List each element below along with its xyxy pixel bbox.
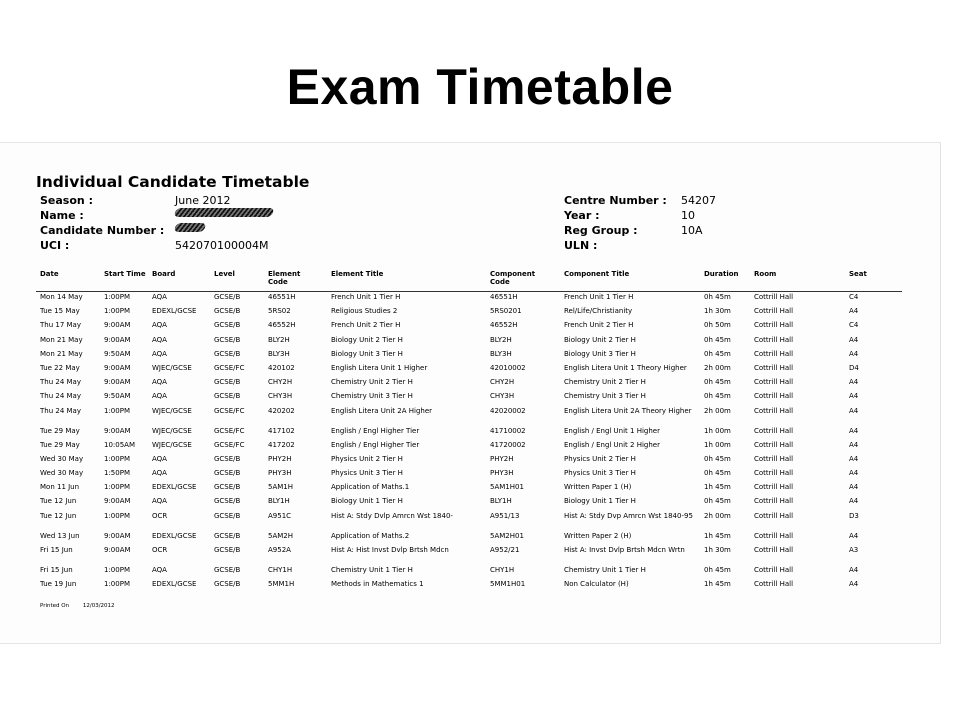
info-label: UCI :	[40, 239, 70, 252]
table-cell: GCSE/FC	[214, 406, 245, 415]
info-row-season	[40, 193, 273, 208]
candidate-info	[40, 193, 273, 253]
table-cell: 1h 45m	[704, 580, 731, 588]
table-cell: Religious Studies 2	[331, 307, 398, 316]
table-cell: GCSE/B	[214, 349, 241, 358]
printed-on	[40, 603, 127, 609]
table-cell: A4	[849, 349, 859, 358]
table-cell: Tue 15 May	[40, 307, 80, 316]
table-cell: Cottrill Hall	[754, 363, 794, 372]
table-row	[36, 440, 902, 454]
table-cell: 42010002	[490, 363, 526, 372]
table-cell: 9:00AM	[104, 497, 131, 506]
table-cell: 1h 45m	[704, 531, 731, 540]
table-cell: 42020002	[490, 406, 526, 415]
table-cell: Rel/Life/Christianity	[564, 307, 633, 316]
table-row	[36, 531, 902, 545]
table-cell: A951/13	[490, 511, 520, 520]
table-cell: Cottrill Hall	[754, 531, 794, 540]
printed-label: Printed On	[40, 603, 70, 609]
centre-info	[564, 193, 716, 253]
table-cell: Tue 12 Jun	[40, 511, 77, 520]
table-cell: 9:00AM	[104, 321, 131, 330]
table-cell: GCSE/FC	[214, 440, 245, 449]
table-cell: 1:00PM	[104, 483, 130, 492]
table-cell: Biology Unit 3 Tier H	[331, 349, 403, 358]
table-cell: 46552H	[268, 321, 296, 330]
table-cell: OCR	[152, 511, 168, 520]
table-cell: 1:50PM	[104, 469, 130, 478]
table-cell: A4	[849, 378, 859, 387]
table-cell: Methods in Mathematics 1	[331, 580, 424, 588]
table-cell: Biology Unit 3 Tier H	[564, 349, 636, 358]
table-cell: English Litera Unit 1 Higher	[331, 363, 428, 372]
table-cell: Biology Unit 1 Tier H	[331, 497, 403, 506]
table-cell: English / Engl Higher Tier	[331, 440, 420, 449]
column-header: Seat	[849, 270, 867, 278]
column-header: Level	[214, 270, 235, 278]
table-cell: A4	[849, 392, 859, 401]
info-label: ULN :	[564, 239, 598, 252]
table-cell: 0h 45m	[704, 454, 731, 463]
info-row-name	[40, 208, 273, 223]
table-cell: CHY1H	[268, 565, 293, 574]
table-cell: 1h 00m	[704, 426, 731, 435]
table-cell: Hist A: Invst Dvlp Brtsh Mdcn Wrtn	[564, 545, 685, 554]
table-cell: 0h 45m	[704, 349, 731, 358]
table-cell: A4	[849, 565, 859, 574]
table-cell: Physics Unit 2 Tier H	[331, 454, 403, 463]
table-cell: PHY2H	[490, 454, 514, 463]
info-value: 10A	[681, 224, 703, 237]
redacted-name-scribble	[174, 208, 275, 217]
table-cell: Cottrill Hall	[754, 378, 794, 387]
table-cell: Non Calculator (H)	[564, 580, 629, 588]
table-cell: Mon 21 May	[40, 349, 83, 358]
table-cell: AQA	[152, 565, 167, 574]
table-cell: 0h 45m	[704, 378, 731, 387]
info-row-candidate-number	[40, 223, 273, 238]
table-cell: Wed 13 Jun	[40, 531, 80, 540]
table-cell: 41710002	[490, 426, 526, 435]
table-row	[36, 335, 902, 349]
redacted-number-scribble	[174, 223, 207, 232]
table-row	[36, 545, 902, 565]
table-cell: CHY1H	[490, 565, 515, 574]
table-cell: GCSE/B	[214, 483, 241, 492]
table-cell: Physics Unit 3 Tier H	[564, 469, 636, 478]
table-cell: 0h 50m	[704, 321, 731, 330]
info-label: Season :	[40, 194, 93, 207]
table-cell: French Unit 1 Tier H	[331, 293, 401, 301]
table-cell: A4	[849, 406, 859, 415]
table-cell: Thu 24 May	[40, 378, 81, 387]
info-label: Centre Number :	[564, 194, 667, 207]
table-cell: 2h 00m	[704, 511, 731, 520]
table-cell: A4	[849, 307, 859, 316]
table-cell: EDEXL/GCSE	[152, 531, 197, 540]
table-cell: 10:05AM	[104, 440, 136, 449]
column-header: Date	[40, 270, 59, 278]
table-cell: A4	[849, 469, 859, 478]
table-cell: GCSE/B	[214, 335, 241, 344]
info-row-uci	[40, 238, 273, 253]
table-cell: Cottrill Hall	[754, 497, 794, 506]
table-cell: 0h 45m	[704, 392, 731, 401]
table-cell: Cottrill Hall	[754, 565, 794, 574]
table-cell: English Litera Unit 2A Higher	[331, 406, 433, 415]
table-cell: 5MM1H01	[490, 580, 526, 588]
table-cell: A4	[849, 335, 859, 344]
table-cell: EDEXL/GCSE	[152, 307, 197, 316]
table-cell: CHY2H	[490, 378, 515, 387]
info-label: Reg Group :	[564, 224, 638, 237]
table-cell: Hist A: Stdy Dvlp Amrcn Wst 1840-	[331, 511, 453, 520]
table-cell: 0h 45m	[704, 565, 731, 574]
table-cell: CHY3H	[490, 392, 515, 401]
table-cell: 0h 45m	[704, 497, 731, 506]
table-header	[36, 269, 902, 292]
info-value: 542070100004M	[175, 239, 269, 252]
table-cell: Biology Unit 2 Tier H	[564, 335, 636, 344]
table-cell: 9:00AM	[104, 426, 131, 435]
table-cell: GCSE/B	[214, 511, 241, 520]
table-cell: 5RS0201	[490, 307, 522, 316]
info-label: Candidate Number :	[40, 224, 165, 237]
table-cell: 1h 30m	[704, 307, 731, 316]
table-cell: AQA	[152, 392, 167, 401]
table-row	[36, 426, 902, 440]
table-cell: Hist A: Stdy Dvp Amrcn Wst 1840-95	[564, 511, 693, 520]
table-cell: A4	[849, 426, 859, 435]
table-cell: Fri 15 Jun	[40, 565, 73, 574]
table-cell: Chemistry Unit 3 Tier H	[331, 392, 413, 401]
table-cell: 41720002	[490, 440, 526, 449]
table-cell: AQA	[152, 454, 167, 463]
info-label: Year :	[564, 209, 600, 222]
table-row	[36, 377, 902, 391]
table-cell: A4	[849, 580, 859, 588]
column-header: Duration	[704, 270, 739, 278]
table-cell: WJEC/GCSE	[152, 440, 192, 449]
table-row	[36, 511, 902, 531]
table-row	[36, 349, 902, 363]
table-body	[36, 292, 902, 593]
table-cell: CHY3H	[268, 392, 293, 401]
column-header: Component Code	[490, 270, 536, 286]
table-cell: 1:00PM	[104, 511, 130, 520]
table-cell: Cottrill Hall	[754, 307, 794, 316]
table-cell: GCSE/B	[214, 293, 241, 301]
table-cell: English / Engl Unit 2 Higher	[564, 440, 660, 449]
table-cell: Chemistry Unit 1 Tier H	[564, 565, 646, 574]
table-cell: 46552H	[490, 321, 518, 330]
table-cell: 1h 45m	[704, 483, 731, 492]
table-row	[36, 482, 902, 496]
table-cell: WJEC/GCSE	[152, 363, 192, 372]
table-cell: PHY2H	[268, 454, 292, 463]
table-row	[36, 496, 902, 510]
table-cell: BLY3H	[490, 349, 512, 358]
table-cell: 2h 00m	[704, 363, 731, 372]
table-cell: Application of Maths.1	[331, 483, 410, 492]
table-cell: 1:00PM	[104, 454, 130, 463]
table-cell: Tue 22 May	[40, 363, 80, 372]
table-cell: 420102	[268, 363, 295, 372]
table-cell: English Litera Unit 2A Theory Higher	[564, 406, 692, 415]
column-header: Component Title	[564, 270, 630, 278]
table-cell: GCSE/B	[214, 378, 241, 387]
table-cell: GCSE/B	[214, 307, 241, 316]
table-cell: A952/21	[490, 545, 520, 554]
table-cell: 420202	[268, 406, 295, 415]
table-cell: Cottrill Hall	[754, 335, 794, 344]
table-cell: French Unit 2 Tier H	[564, 321, 634, 330]
table-row	[36, 306, 902, 320]
table-cell: CHY2H	[268, 378, 293, 387]
table-row	[36, 454, 902, 468]
table-cell: 1:00PM	[104, 406, 130, 415]
table-cell: 46551H	[490, 293, 518, 301]
table-cell: 0h 45m	[704, 335, 731, 344]
table-row	[36, 363, 902, 377]
info-row-year	[564, 208, 716, 223]
table-cell: Cottrill Hall	[754, 321, 794, 330]
printed-date: 12/03/2012	[82, 603, 115, 609]
table-cell: 5RS02	[268, 307, 291, 316]
table-cell: GCSE/B	[214, 321, 241, 330]
table-row	[36, 579, 902, 593]
table-cell: Physics Unit 3 Tier H	[331, 469, 403, 478]
table-cell: BLY1H	[268, 497, 290, 506]
table-cell: AQA	[152, 497, 167, 506]
table-cell: 5AM2H01	[490, 531, 524, 540]
table-cell: 5AM1H	[268, 483, 293, 492]
table-cell: EDEXL/GCSE	[152, 580, 197, 588]
table-cell: 9:00AM	[104, 531, 131, 540]
table-row	[36, 292, 902, 306]
table-cell: AQA	[152, 321, 167, 330]
table-cell: Chemistry Unit 2 Tier H	[331, 378, 413, 387]
table-cell: C4	[849, 293, 859, 301]
table-cell: 5AM2H	[268, 531, 293, 540]
table-cell: Thu 24 May	[40, 406, 81, 415]
table-cell: Mon 21 May	[40, 335, 83, 344]
column-header: Room	[754, 270, 777, 278]
table-cell: Cottrill Hall	[754, 454, 794, 463]
table-cell: PHY3H	[490, 469, 514, 478]
table-cell: 2h 00m	[704, 406, 731, 415]
table-cell: GCSE/B	[214, 497, 241, 506]
table-cell: Fri 15 Jun	[40, 545, 73, 554]
table-cell: A951C	[268, 511, 292, 520]
table-cell: WJEC/GCSE	[152, 406, 192, 415]
table-cell: Physics Unit 2 Tier H	[564, 454, 636, 463]
table-cell: GCSE/B	[214, 565, 241, 574]
table-cell: D3	[849, 511, 859, 520]
table-cell: BLY1H	[490, 497, 512, 506]
table-cell: A4	[849, 497, 859, 506]
table-cell: GCSE/B	[214, 454, 241, 463]
table-cell: GCSE/FC	[214, 426, 245, 435]
table-cell: 1:00PM	[104, 307, 130, 316]
table-cell: Tue 29 May	[40, 440, 80, 449]
table-cell: AQA	[152, 469, 167, 478]
column-header: Board	[152, 270, 176, 278]
table-cell: AQA	[152, 293, 167, 301]
table-cell: GCSE/B	[214, 545, 241, 554]
table-cell: English Litera Unit 1 Theory Higher	[564, 363, 687, 372]
info-row-uln	[564, 238, 716, 253]
table-row	[36, 565, 902, 579]
table-cell: BLY2H	[490, 335, 512, 344]
table-cell: A4	[849, 454, 859, 463]
table-cell: 9:00AM	[104, 363, 131, 372]
table-row	[36, 391, 902, 405]
info-value: 54207	[681, 194, 716, 207]
table-cell: 9:50AM	[104, 349, 131, 358]
table-cell: 9:00AM	[104, 335, 131, 344]
table-cell: 5MM1H	[268, 580, 295, 588]
table-cell: A4	[849, 440, 859, 449]
table-cell: Cottrill Hall	[754, 293, 794, 301]
table-cell: French Unit 1 Tier H	[564, 293, 634, 301]
table-cell: EDEXL/GCSE	[152, 483, 197, 492]
table-cell: GCSE/B	[214, 580, 241, 588]
table-cell: Hist A: Hist Invst Dvlp Brtsh Mdcn	[331, 545, 449, 554]
table-cell: Application of Maths.2	[331, 531, 410, 540]
table-cell: Tue 29 May	[40, 426, 80, 435]
info-row-centre	[564, 193, 716, 208]
table-cell: Thu 24 May	[40, 392, 81, 401]
table-cell: GCSE/B	[214, 469, 241, 478]
table-cell: Chemistry Unit 1 Tier H	[331, 565, 413, 574]
table-cell: A4	[849, 531, 859, 540]
slide-title: Exam Timetable	[286, 59, 674, 115]
table-cell: 417202	[268, 440, 295, 449]
table-cell: 0h 45m	[704, 293, 731, 301]
table-cell: Cottrill Hall	[754, 483, 794, 492]
table-cell: 0h 45m	[704, 469, 731, 478]
info-value: 10	[681, 209, 695, 222]
table-cell: Cottrill Hall	[754, 426, 794, 435]
table-cell: Written Paper 1 (H)	[564, 483, 632, 492]
table-cell: 417102	[268, 426, 295, 435]
table-cell: Cottrill Hall	[754, 406, 794, 415]
table-cell: Biology Unit 2 Tier H	[331, 335, 403, 344]
table-cell: Mon 14 May	[40, 293, 83, 301]
table-cell: English / Engl Higher Tier	[331, 426, 420, 435]
table-cell: Cottrill Hall	[754, 392, 794, 401]
table-cell: Chemistry Unit 3 Tier H	[564, 392, 646, 401]
table-cell: 1:00PM	[104, 565, 130, 574]
info-value: June 2012	[175, 194, 231, 207]
table-cell: Thu 17 May	[40, 321, 81, 330]
table-cell: D4	[849, 363, 859, 372]
column-header: Element Code	[268, 270, 301, 286]
scanned-timetable	[0, 142, 941, 644]
table-cell: A952A	[268, 545, 291, 554]
info-label: Name :	[40, 209, 84, 222]
table-cell: BLY3H	[268, 349, 290, 358]
table-cell: GCSE/B	[214, 531, 241, 540]
table-cell: BLY2H	[268, 335, 290, 344]
table-row	[36, 320, 902, 334]
table-cell: French Unit 2 Tier H	[331, 321, 401, 330]
table-cell: A3	[849, 545, 859, 554]
table-cell: 9:50AM	[104, 392, 131, 401]
table-cell: WJEC/GCSE	[152, 426, 192, 435]
table-cell: Cottrill Hall	[754, 580, 794, 588]
table-cell: A4	[849, 483, 859, 492]
info-row-reg-group	[564, 223, 716, 238]
table-cell: Cottrill Hall	[754, 349, 794, 358]
table-cell: Biology Unit 1 Tier H	[564, 497, 636, 506]
document-title: Individual Candidate Timetable	[36, 173, 310, 191]
table-cell: Cottrill Hall	[754, 440, 794, 449]
table-cell: 1h 30m	[704, 545, 731, 554]
column-header: Start Time	[104, 270, 146, 278]
table-cell: C4	[849, 321, 859, 330]
table-cell: 9:00AM	[104, 545, 131, 554]
table-cell: Tue 12 Jun	[40, 497, 77, 506]
table-cell: GCSE/FC	[214, 363, 245, 372]
table-cell: Cottrill Hall	[754, 545, 794, 554]
table-row	[36, 468, 902, 482]
table-cell: Cottrill Hall	[754, 511, 794, 520]
table-cell: AQA	[152, 349, 167, 358]
table-cell: PHY3H	[268, 469, 292, 478]
table-cell: 1h 00m	[704, 440, 731, 449]
table-cell: 5AM1H01	[490, 483, 524, 492]
table-cell: 1:00PM	[104, 293, 130, 301]
table-row	[36, 406, 902, 426]
timetable-table	[36, 269, 902, 593]
table-cell: AQA	[152, 335, 167, 344]
table-cell: Cottrill Hall	[754, 469, 794, 478]
table-cell: Wed 30 May	[40, 454, 84, 463]
table-cell: Chemistry Unit 2 Tier H	[564, 378, 646, 387]
column-header: Element Title	[331, 270, 384, 278]
table-cell: AQA	[152, 378, 167, 387]
table-cell: Wed 30 May	[40, 469, 84, 478]
table-cell: 9:00AM	[104, 378, 131, 387]
table-cell: Mon 11 Jun	[40, 483, 80, 492]
table-cell: GCSE/B	[214, 392, 241, 401]
table-cell: 1:00PM	[104, 580, 130, 588]
table-cell: English / Engl Unit 1 Higher	[564, 426, 660, 435]
table-cell: Written Paper 2 (H)	[564, 531, 632, 540]
table-cell: Tue 19 Jun	[40, 580, 77, 588]
table-cell: 46551H	[268, 293, 296, 301]
table-cell: OCR	[152, 545, 168, 554]
